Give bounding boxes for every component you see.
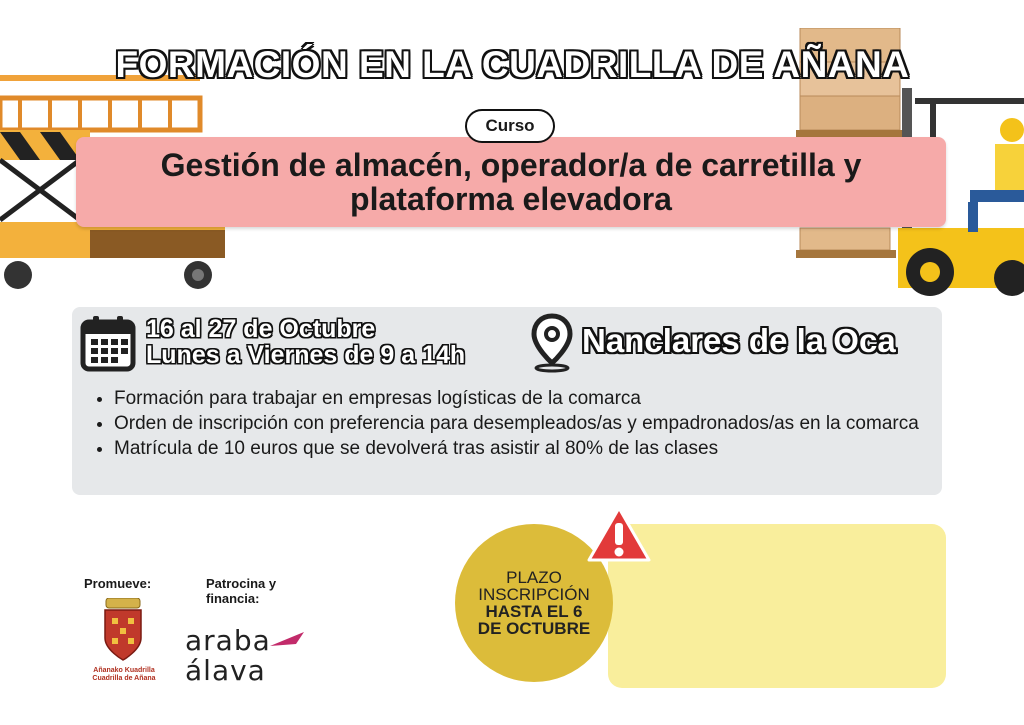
cuadrilla-name-spanish: Cuadrilla de Añana xyxy=(92,675,156,682)
course-dates: 16 al 27 de Octubre xyxy=(146,315,376,343)
deadline-line-3: HASTA EL 6 xyxy=(485,602,583,621)
contact-panel xyxy=(608,524,946,688)
course-title: Gestión de almacén, operador/a de carretilla y plataforma elevadora xyxy=(160,147,862,217)
cuadrilla-coat-of-arms-logo xyxy=(100,598,146,666)
course-details-list xyxy=(92,386,959,461)
araba-logo-mark-icon xyxy=(270,630,306,648)
list-item: • Matrícula de 10 euros que se devolverá tras asistir al 80% de las clases xyxy=(114,436,959,461)
schedule-block xyxy=(146,316,465,368)
course-title-box xyxy=(76,137,946,227)
cuadrilla-logo-text xyxy=(86,667,162,683)
list-item: • Orden de inscripción con preferencia para desempleados/as y empadronados/as en la comarca xyxy=(114,411,959,436)
page-title: FORMACIÓN EN LA CUADRILLA DE AÑANA xyxy=(115,44,910,85)
araba-logo-text: araba xyxy=(185,624,271,657)
araba-alava-logo xyxy=(185,626,271,686)
cuadrilla-name-basque: Añanako Kuadrilla xyxy=(93,667,155,674)
course-location: Nanclares de la Oca xyxy=(582,322,896,359)
list-item: • Formación para trabajar en empresas logísticas de la comarca xyxy=(114,386,959,411)
deadline-line-1: PLAZO xyxy=(506,568,562,587)
patrocina-label: Patrocina y financia: xyxy=(206,576,277,606)
deadline-line-2: INSCRIPCIÓN xyxy=(478,585,590,604)
promueve-label: Promueve: xyxy=(84,576,152,591)
course-type-badge: Curso xyxy=(465,109,555,143)
warning-icon xyxy=(586,505,652,563)
alava-logo-text: álava xyxy=(185,654,266,687)
deadline-line-4: DE OCTUBRE xyxy=(477,619,591,638)
calendar-icon xyxy=(80,314,136,372)
location-pin-icon xyxy=(530,313,574,373)
course-hours: Lunes a Viernes de 9 a 14h xyxy=(146,341,466,369)
